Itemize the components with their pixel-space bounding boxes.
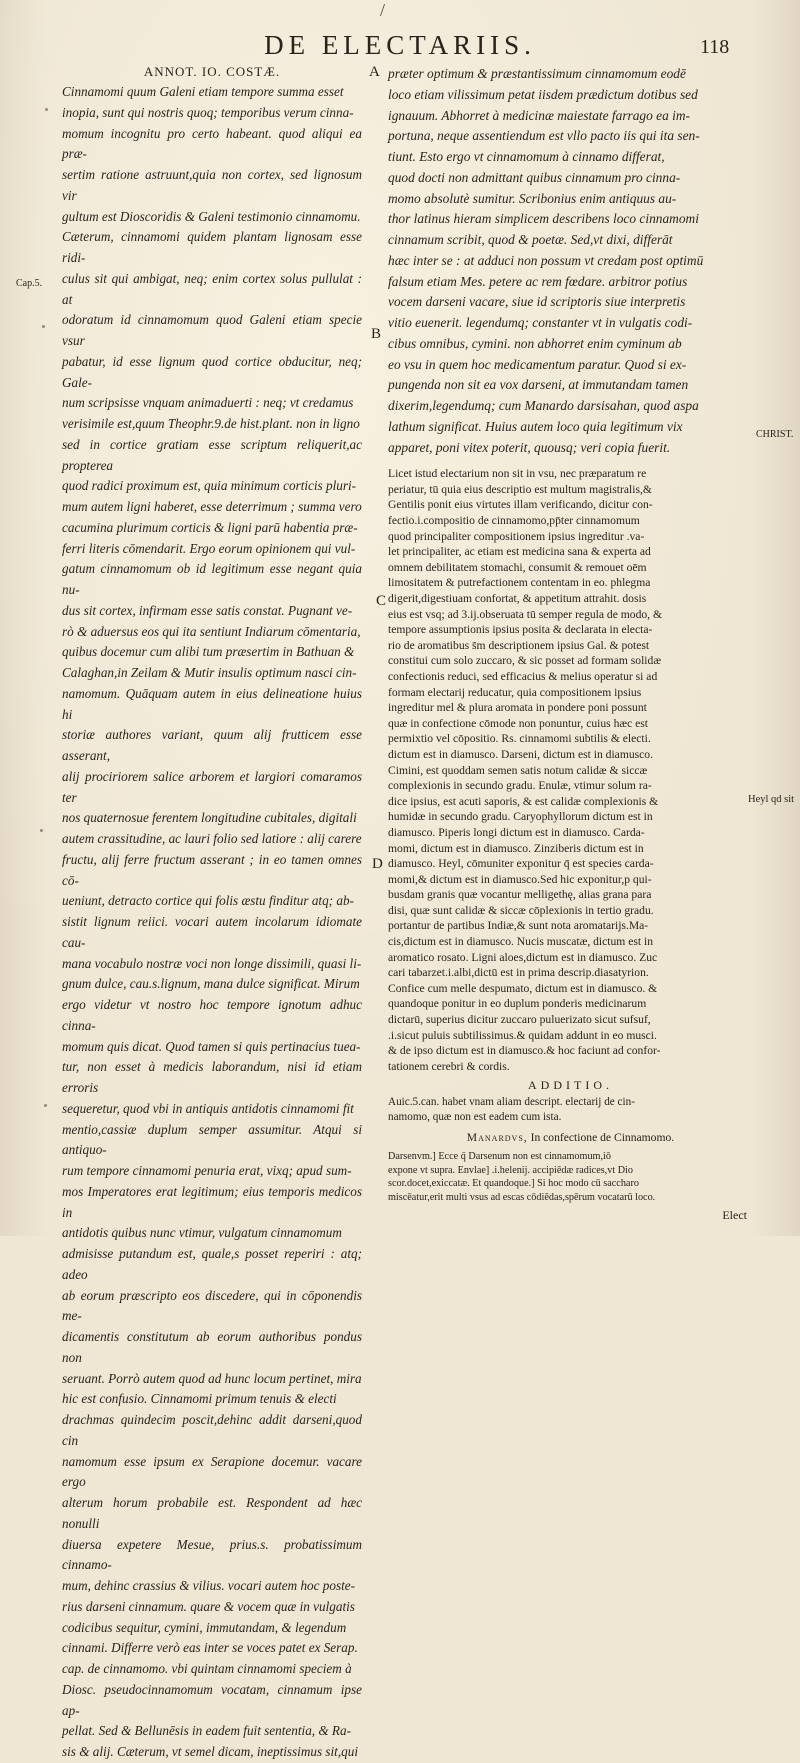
text-line: periatur, tū quia eius descriptio est multum magistralis,& (388, 482, 652, 496)
text-line: complexionis in secundo gradu. Enulæ, vtimur solum ra- (388, 779, 652, 793)
text-line: sequeretur, quod vbi in antiquis antidotis cinnamomi fit (62, 1100, 354, 1116)
additio-text (388, 1095, 753, 1125)
text-line: momum quis dicat. Quod tamen si quis pertinacius tuea- (62, 1038, 361, 1054)
text-line: diamusco. Piperis longi dictum est in diamusco. Carda- (388, 825, 645, 839)
text-line: rò & aduersus eos qui ita sentiunt Indiarum cōmentaria, (62, 623, 361, 639)
section-letter-a: A (369, 64, 380, 80)
text-line: quod radici proximum est, quia minimum corticis pluri- (62, 478, 357, 494)
text-line: pungenda non sit ea vox darseni, at immutandam tamen (388, 377, 689, 393)
text-line: ingreditur mel & plura aromata in pondere poni possunt (388, 701, 647, 715)
text-line: vocem darseni vacare, siue id scriptoris siue interpretis (388, 294, 686, 310)
text-line: loco etiam vilissimum petat iisdem prædictum dotibus sed (388, 86, 698, 102)
text-line: Cæterum, cinnamomi quidem plantam lignosam esse ridi- (62, 229, 362, 265)
text-line: ergo videtur vt nostro hoc tempore ignotum adhuc cinna- (62, 997, 362, 1033)
text-line: Confice cum melle despumato, dictum est in diamusco. & (388, 981, 658, 995)
text-line: lathum significat. Huius autem loco quia legitimum vix (388, 418, 683, 434)
text-line: sis & alij. Cæterum, vt semel dicam, ineptissimus sit,qui (62, 1744, 358, 1759)
text-line: rum tempore cinnamomi penuria erat, vixq; apud sum- (62, 1163, 352, 1178)
text-line: mos Imperatores erat legitimum; eius temporis medicos in (62, 1183, 362, 1220)
text-line: Cimini, est quoddam semen satis notum calidæ & siccæ (388, 763, 648, 777)
text-line: disi, quæ sunt calidæ & siccæ cōplexionis in tertio gradu. (388, 903, 654, 917)
text-line: dictarū, superius dicitur zuccaro puluerizato sicut sufsuf, (388, 1013, 651, 1027)
text-line: fructu, alij ferre fructum asserant ; in eo tamen omnes cō- (62, 851, 362, 888)
manardus-heading (388, 1131, 753, 1144)
text-line: cap. de cinnamomo. vbi quintam cinnamomi speciem à (62, 1661, 352, 1676)
text-line: quandoque ponitur in eo duplum ponderis medicinarum (388, 997, 647, 1011)
text-line: drachmas quindecim poscit,dehinc addit darseni,quod cin (62, 1412, 362, 1448)
margin-note-heyl: Heyl qd sit (748, 794, 795, 805)
text-line: formam electarij reducatur, quia compositionem ipsius (388, 685, 642, 699)
gloss-text (388, 466, 753, 1074)
section-letter-b: B (371, 326, 382, 342)
text-line: thor latinus hieram simplicem describens loco cinnamomi (388, 211, 699, 227)
text-line: dice ipsius, est acuti saporis, & est calidæ complexionis & (388, 794, 659, 808)
text-line: rius darseni cinnamum. quare & vocem quæ in vulgatis (62, 1598, 355, 1614)
text-line: namomum esse ipsum ex Serapione docemur. vacare ergo (62, 1453, 362, 1490)
text-line: aromatico rosato. Ligni aloes,dictum est in diamusco. Zuc (388, 950, 658, 964)
text-line: let principaliter, ac etiam est medicina sana & experta ad (388, 545, 651, 559)
catchword: Elect (722, 1208, 747, 1223)
text-line: sed in cortice gratiam esse scriptum reliquerit,ac propterea (62, 436, 362, 473)
text-line: tationem cerebri & cordis. (388, 1059, 510, 1073)
text-line: Diosc. pseudocinnamomum vocatam, cinnamum ipse ap- (62, 1681, 362, 1718)
text-line: eo vsu in quem hoc medicamentum paratur. Quod si ex- (388, 356, 687, 372)
text-line: dixerim,legendumq; cum Manardo darsisahan, quod aspa (388, 398, 699, 413)
note-line: miscēatur,erit multi vsus ad escas cōdiēdas,spērum vocatarū loco. (388, 1191, 656, 1203)
text-line: cacumina plurimum corticis & ligni parū habentia præ- (62, 519, 358, 535)
text-line: alterum horum probabile est. Respondent ad hæc nonulli (62, 1495, 362, 1531)
section-letter-d: D (372, 856, 383, 872)
margin-note-cap: Cap.5. (16, 278, 43, 289)
text-line: falsum etiam Mes. petere ac rem fœdare. arbitror potius (388, 273, 688, 289)
text-line: antidotis quibus nunc vtimur, vulgatum cinnamomum (62, 1225, 342, 1241)
text-line: momi,& dictum est in diamusco.Sed hic exponitur,p qui- (388, 872, 652, 886)
text-line: portuna, neque assentiendum est vllo pacto iis qui ita sen- (388, 128, 700, 144)
text-line: & de ipso dictum est in diamusco.& hoc faciunt ad confor- (388, 1044, 661, 1058)
text-line: vitio euenerit. legendumq; constanter vt in vulgatis codi- (388, 315, 693, 330)
text-line: cis,dictum est in diamusco. Nucis muscatæ, dictum est in (388, 935, 654, 949)
text-line: alij prociriorem salice arborem et largiori comaramos ter (62, 768, 362, 805)
ink-spot (40, 829, 43, 832)
text-line: gultum est Dioscoridis & Galeni testimonio cinnamomu. (62, 208, 361, 224)
manardus-notes (388, 1150, 753, 1204)
text-line: autem crassitudine, ac lauri folio sed latiore : alij carere (62, 831, 362, 846)
text-line: dictum est in diamusco. Darseni, dictum est in diamusco. (388, 747, 653, 761)
text-line: gnum dulce, cau.s.lignum, mana dulce significat. Mirum (62, 976, 360, 992)
running-head: DE ELECTARIIS. (264, 30, 536, 60)
text-line: Cinnamomi quum Galeni etiam tempore summa esset (62, 84, 344, 99)
text-line: humidæ in secundo gradu. Caryophyllorum dictum est in (388, 810, 653, 824)
ink-spot (44, 1104, 47, 1107)
text-line: apparet, poni vitex poterit, quousq; veri copia fuerit. (388, 439, 671, 455)
commentary-column (388, 64, 753, 1223)
text-line: ignauum. Abhorret à medicinæ maiestate farrago ea im- (388, 107, 691, 123)
text-line: codicibus sequitur, cymini, immutandam, & legendum (62, 1619, 347, 1635)
note-line: expone vt supra. Envlae] .i.helenij. accipiēdæ radices,vt Dio (388, 1164, 633, 1176)
text-line: diamusco. Heyl, cōmuniter exponitur q̄ est species carda- (388, 857, 654, 871)
text-line: namomo, quæ non est eadem cum ista. (388, 1111, 562, 1124)
text-line: rio de aromatibus s̄m descriptionem ipsius Gal. & potest (388, 638, 650, 652)
text-line: namomum. Quāquam autem in eius delineatione huius hi (62, 685, 362, 722)
text-line: tempore assumptionis ipsius posita & declarata in electa- (388, 623, 653, 637)
text-line: fectio.i.compositio de cinnamomo,pp̄ter cinnamomum (388, 514, 640, 528)
text-line: Gentilis ponit eius virtutes illam verificando, dicitur con- (388, 498, 653, 512)
text-line: storiæ authores variant, quum alij frutticem esse asserant, (62, 727, 362, 763)
text-line: portantur de partibus Indiæ,& sunt nota aromatarijs.Ma- (388, 919, 649, 933)
text-line: Auic.5.can. habet vnam aliam descript. electarij de cin- (388, 1096, 635, 1109)
text-line: Calaghan,in Zeilam & Mutir insulis optimum nasci cin- (62, 665, 357, 680)
text-line: admisisse putandum est, quale,s posset reperiri : atq; adeo (62, 1246, 362, 1282)
additio-heading: ADDITIO. (528, 1078, 613, 1093)
manardus-name: Manardvs, (466, 1131, 528, 1145)
text-line: nos quaternosue ferentem longitudine cubitales, digitali (62, 810, 357, 826)
top-mark: / (380, 0, 386, 20)
text-line: diuersa expetere Mesue, prius.s. probatissimum cinnamo- (62, 1536, 362, 1573)
text-line: hæc inter se : at adduci non possum vt credam post optimū (388, 252, 704, 268)
annotation-heading: ANNOT. IO. COSTÆ. (143, 64, 281, 79)
text-line: digerit,digestiuam confortat, & appetitum attrahit. dosis (388, 592, 647, 605)
text-line: ab eorum præscripto eos discedere, qui in cōponendis me- (62, 1287, 362, 1324)
text-line: culus sit qui ambigat, neq; enim cortex solus pullulat : at (62, 270, 362, 307)
text-line: constitui cum solo zuccaro, & sic posset ad formam solidæ (388, 654, 662, 668)
text-line: pabatur, id esse lignum quod cortice obducitur, neq; Gale- (62, 353, 362, 390)
text-line: cinnamum scribit, quod & poetæ. Sed,vt dixi, differāt (388, 232, 673, 247)
text-line: momum incognitu pro certo habeant. quod aliqui ea præ- (62, 125, 362, 162)
page-number: 118 (700, 36, 730, 58)
text-line: mum autem ligni haberet, esse deterrimum ; summa vero (62, 499, 362, 514)
text-line: quod principaliter compositionem ipsius ingreditur .va- (388, 529, 645, 543)
note-line: scor.docet,exiccatæ. Et quandoque.] Si hoc modo cū saccharo (388, 1178, 639, 1190)
text-line: ueniunt, detracto cortice qui folis æstu finditur atq; ab- (62, 893, 354, 909)
text-line: mum, dehinc crassius & vilius. vocari autem hoc poste- (62, 1578, 356, 1593)
text-line: cinnami. Differre verò eas inter se voces patet ex Serap. (62, 1640, 358, 1656)
text-line: quibus docemur cum alibi tum præsertim in Bathuan & (62, 644, 355, 660)
text-line: odoratum id cinnamomum quod Galeni etiam specie vsur (62, 312, 362, 348)
text-line: verisimile est,quum Theophr.9.de hist.plant. non in ligno (62, 416, 360, 431)
text-line: eius est vsq; ad 3.ij.obseruata tū semper regula de modo, & (388, 607, 662, 621)
text-line: cari tabarzet.i.albi,dictū est in prima descrip.diasatyrion. (388, 966, 649, 980)
text-line: momi, dictum est in diamusco. Zinziberis dictum est in (388, 841, 644, 855)
text-line: momo absolutè sumitur. Scribonius enim antiquus au- (388, 190, 677, 206)
text-line: dus sit cortex, infirmam esse satis constat. Pugnant ve- (62, 602, 353, 618)
text-line: .i.sicut puluis subtilissimus.& quidam addunt in eo musci. (388, 1028, 657, 1042)
manardus-title: In confectione de Cinnamomo. (530, 1131, 675, 1145)
text-line: gatum cinnamomum ob id legitimum esse negant quia nu- (62, 561, 362, 597)
ink-spot (42, 325, 45, 328)
text-line: tur, non esset à medicis laborandum, nisi id etiam erroris (62, 1059, 362, 1095)
annotation-text (62, 82, 362, 1763)
annotation-continuation (388, 64, 753, 458)
text-line: quod docti non admittant quibus cinnamum pro cinna- (388, 169, 681, 185)
text-line: mana vocabulo nostræ voci non longe dissimili, quasi li- (62, 955, 362, 971)
annotation-column (62, 64, 362, 1763)
text-line: mentio,cassiæ duplum semper assumitur. Atqui si antiquo- (62, 1121, 362, 1158)
text-line: hic est confusio. Cinnamomi primum tenuis & electi (62, 1391, 337, 1407)
text-line: præter optimum & præstantissimum cinnamomum eodē (388, 66, 686, 81)
text-line: dicamentis constitutum ab eorum authoribus pondus non (62, 1329, 362, 1365)
text-line: sertim ratione astruunt,quia non cortex, sed lignosum vir (62, 167, 362, 203)
text-line: limositatem & putrefactionem contentam in eo. phlegma (388, 576, 651, 590)
ink-spot (45, 108, 48, 111)
text-line: num scripsisse vnquam animaduerti : neq; vt credamus (62, 395, 354, 411)
text-line: busdam granis quæ vocantur melligethę, alias grana para (388, 888, 652, 902)
margin-note-christ: CHRIST. (756, 429, 794, 440)
text-line: ferri literis cōmendarit. Ergo eorum opinionem qui vul- (62, 540, 356, 556)
note-line: Darsenvm.] Ecce q̄ Darsenum non est cinnamomum,iō (388, 1151, 611, 1163)
text-line: confectionis reduci, sed efficacius & melius operatur si ad (388, 669, 658, 683)
text-line: cibus omnibus, cymini. non abhorret enim cyminum ab (388, 335, 682, 351)
text-line: permixtio vel cōpositio. Rs. cinnamomi subtilis & electi. (388, 732, 651, 746)
text-line: Licet istud electarium non sit in vsu, nec præparatum re (388, 467, 647, 481)
text-line: seruant. Porrò autem quod ad hunc locum pertinet, mira (62, 1370, 362, 1386)
text-line: tiunt. Esto ergo vt cinnamomum à cinnamo differat, (388, 149, 665, 164)
text-line: inopia, sunt qui nostris quoq; temporibus verum cinna- (62, 104, 354, 120)
section-letter-c: C (376, 593, 387, 609)
text-line: omnem debilitatem stomachi, consumit & remouet oēm (388, 560, 647, 574)
text-line: quæ in confectione cōmode non ponuntur, cuius hæc est (388, 716, 649, 730)
text-line: sistit lignum reiici. vocari autem incolarum idiomate cau- (62, 914, 362, 950)
text-line: pellat. Sed & Bellunēsis in eadem fuit sententia, & Ra- (62, 1723, 351, 1739)
